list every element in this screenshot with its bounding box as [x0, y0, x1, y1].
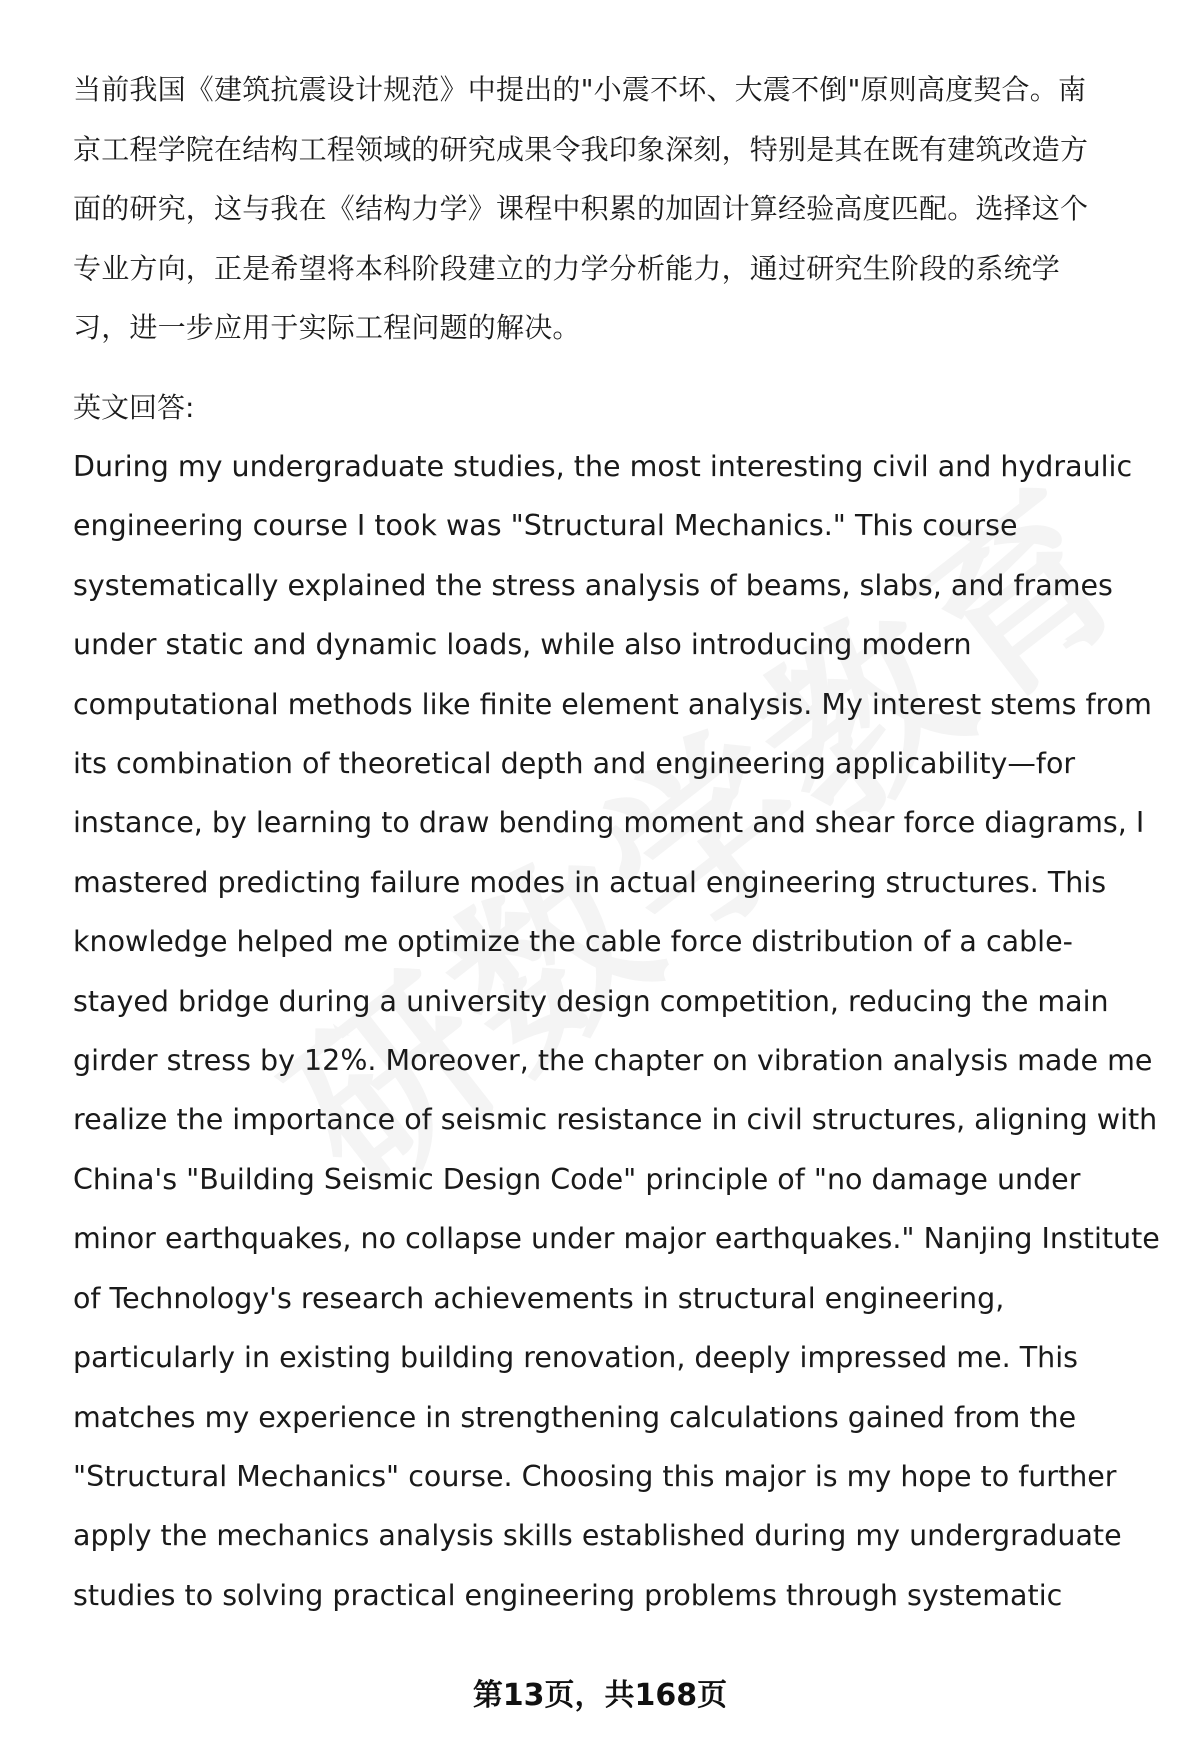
english-text-line: realize the importance of seismic resistance in civil structures, aligning with: [73, 1103, 1158, 1137]
english-text-line: computational methods like finite element analysis. My interest stems from: [73, 687, 1152, 721]
english-text-line: minor earthquakes, no collapse under major earthquakes." Nanjing Institute: [73, 1222, 1160, 1256]
chinese-text-line: 面的研究，这与我在《结构力学》课程中积累的加固计算经验高度匹配。选择这个: [73, 192, 1089, 225]
english-text-line: systematically explained the stress analysis of beams, slabs, and frames: [73, 568, 1113, 602]
page-content: [73, 60, 1160, 1625]
english-text-line: studies to solving practical engineering problems through systematic: [73, 1578, 1063, 1612]
english-text-line: China's "Building Seismic Design Code" principle of "no damage under: [73, 1162, 1081, 1196]
english-text-line: knowledge helped me optimize the cable force distribution of a cable-: [73, 925, 1073, 959]
english-text-line: instance, by learning to draw bending moment and shear force diagrams, I: [73, 806, 1145, 840]
chinese-text-line: 专业方向，正是希望将本科阶段建立的力学分析能力，通过研究生阶段的系统学: [73, 251, 1061, 285]
english-text-line: its combination of theoretical depth and engineering applicability—for: [73, 747, 1076, 781]
english-answer-label: 英文回答:: [73, 390, 195, 424]
chinese-text-line: 京工程学院在结构工程领域的研究成果令我印象深刻，特别是其在既有建筑改造方: [73, 132, 1089, 166]
english-text-line: under static and dynamic loads, while also introducing modern: [73, 628, 972, 662]
english-text-line: During my undergraduate studies, the most interesting civil and hydraulic: [73, 450, 1133, 483]
english-text-line: "Structural Mechanics" course. Choosing this major is my hope to further: [73, 1459, 1117, 1493]
english-answer-paragraph: [73, 437, 1160, 1625]
english-text-line: particularly in existing building renovation, deeply impressed me. This: [73, 1341, 1078, 1375]
english-text-line: engineering course I took was "Structural Mechanics." This course: [73, 509, 1018, 543]
english-text-line: matches my experience in strengthening calculations gained from the: [73, 1400, 1077, 1434]
english-text-line: apply the mechanics analysis skills established during my undergraduate: [73, 1519, 1122, 1553]
english-text-line: of Technology's research achievements in structural engineering,: [73, 1281, 1005, 1315]
english-text-line: stayed bridge during a university design competition, reducing the main: [73, 984, 1109, 1018]
chinese-text-line: 习，进一步应用于实际工程问题的解决。: [73, 311, 581, 344]
english-text-line: girder stress by 12%. Moreover, the chapter on vibration analysis made me: [73, 1044, 1153, 1078]
chinese-text-line: 当前我国《建筑抗震设计规范》中提出的"小震不坏、大震不倒"原则高度契合。南: [73, 73, 1087, 106]
english-text-line: mastered predicting failure modes in actual engineering structures. This: [73, 865, 1107, 899]
page-number-footer: 第13页，共168页: [472, 1678, 728, 1713]
chinese-answer-paragraph: [73, 60, 1153, 358]
